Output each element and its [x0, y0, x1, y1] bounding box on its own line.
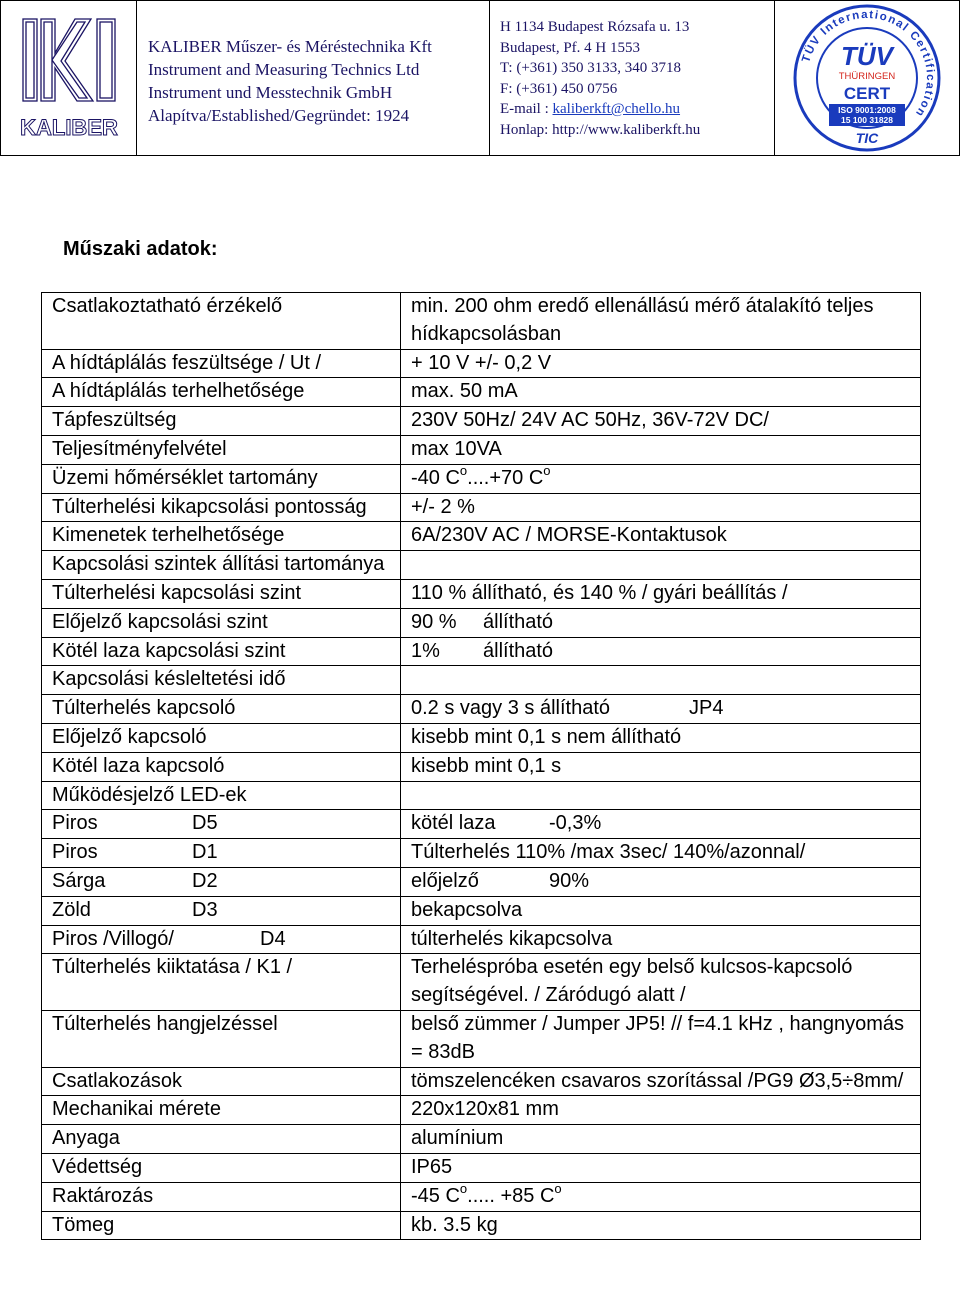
spec-value: +/- 2 % [401, 493, 921, 522]
led-label [42, 810, 401, 839]
value-part: 0.2 s vagy 3 s állítható [411, 697, 611, 720]
value-part: 90 % [411, 610, 457, 633]
spec-label: Csatlakozások [42, 1067, 401, 1096]
value-part: -0,3% [549, 812, 602, 835]
led-label [42, 867, 401, 896]
spec-label: Tápfeszültség [42, 407, 401, 436]
spec-value: Terheléspróba esetén egy belső kulcsos-kapcsoló segítségével. / Záródugó alatt / [401, 954, 921, 1011]
temp-max: ....+70 C [467, 466, 544, 489]
spec-label: Túlterhelési kikapcsolási pontosság [42, 493, 401, 522]
seal-ring-text: TÜV International Certification [800, 8, 937, 120]
spec-value: tömszelencéken csavaros szorítással /PG9 Ø3,5÷8mm/ [401, 1067, 921, 1096]
table-row [42, 1125, 921, 1154]
spec-value [401, 1182, 921, 1211]
led-color: Sárga [52, 869, 106, 892]
spec-label: Üzemi hőmérséklet tartomány [42, 464, 401, 493]
table-row [42, 464, 921, 493]
company-name-hu: KALIBER Műszer- és Méréstechnika Kft [148, 37, 432, 56]
spec-value: 6A/230V AC / MORSE-Kontaktusok [401, 522, 921, 551]
value-part: 90% [549, 869, 590, 892]
address-line-1: H 1134 Budapest Rózsafa u. 13 [500, 19, 690, 35]
spec-value [401, 810, 921, 839]
letterhead [0, 0, 960, 156]
spec-label: A hídtáplálás feszültsége / Ut / [42, 349, 401, 378]
led-id: D2 [192, 869, 218, 892]
company-founded: Alapítva/Established/Gegründet: 1924 [148, 106, 410, 125]
spec-value: belső zümmer / Jumper JP5! // f=4.1 kHz , hangnyomás = 83dB [401, 1010, 921, 1067]
table-row [42, 349, 921, 378]
table-row [42, 293, 921, 350]
table-row [42, 378, 921, 407]
table-row [42, 666, 921, 695]
seal-cert-label: CERT [843, 84, 891, 103]
table-row [42, 839, 921, 868]
spec-value: kisebb mint 0,1 s nem állítható [401, 723, 921, 752]
spec-label: Előjelző kapcsolási szint [42, 608, 401, 637]
led-color: Zöld [52, 898, 91, 921]
led-id: D1 [192, 841, 218, 864]
kaliber-logo-icon [17, 13, 121, 143]
spec-label: Anyaga [42, 1125, 401, 1154]
spec-value [401, 551, 921, 580]
phone-line: T: (+361) 350 3133, 340 3718 [500, 60, 682, 76]
table-row [42, 810, 921, 839]
seal-cert-number: 15 100 31828 [841, 115, 893, 125]
company-name-de: Instrument und Messtechnik GmbH [148, 83, 393, 102]
led-color: Piros /Villogó/ [52, 927, 174, 950]
spec-label: Kapcsolási késleltetési idő [42, 666, 401, 695]
value-part: kötél laza [411, 812, 496, 835]
value-part: 1% [411, 639, 440, 662]
spec-value [401, 464, 921, 493]
email-prefix: E-mail : [500, 101, 553, 117]
contact-block [490, 1, 775, 155]
spec-label: Túlterhelés hangjelzéssel [42, 1010, 401, 1067]
led-label [42, 925, 401, 954]
spec-label: Kötél laza kapcsolási szint [42, 637, 401, 666]
value-part: előjelző [411, 869, 479, 892]
spec-value: túlterhelés kikapcsolva [401, 925, 921, 954]
led-label [42, 896, 401, 925]
spec-value: kisebb mint 0,1 s [401, 752, 921, 781]
spec-label: A hídtáplálás terhelhetősége [42, 378, 401, 407]
table-row [42, 1211, 921, 1240]
spec-value: 230V 50Hz/ 24V AC 50Hz, 36V-72V DC/ [401, 407, 921, 436]
degree-mark: o [543, 463, 551, 479]
spec-value [401, 781, 921, 810]
spec-value [401, 637, 921, 666]
temp-max: ..... +85 C [467, 1184, 555, 1207]
table-row [42, 723, 921, 752]
led-id: D3 [192, 898, 218, 921]
led-label [42, 839, 401, 868]
table-row [42, 608, 921, 637]
spec-value: max. 50 mA [401, 378, 921, 407]
led-id: D4 [260, 927, 286, 950]
table-row [42, 781, 921, 810]
company-names [137, 1, 490, 155]
spec-label: Túlterhelési kapcsolási szint [42, 579, 401, 608]
spec-label: Kötél laza kapcsoló [42, 752, 401, 781]
spec-value: min. 200 ohm eredő ellenállású mérő átalakító teljes hídkapcsolásban [401, 293, 921, 350]
table-row [42, 522, 921, 551]
spec-label: Csatlakoztatható érzékelő [42, 293, 401, 350]
spec-label: Működésjelző LED-ek [42, 781, 401, 810]
spec-label: Kimenetek terhelhetősége [42, 522, 401, 551]
table-row [42, 896, 921, 925]
spec-value [401, 695, 921, 724]
table-row [42, 1182, 921, 1211]
table-row [42, 551, 921, 580]
website-line[interactable]: Honlap: http://www.kaliberkft.hu [500, 121, 701, 138]
spec-label: Kapcsolási szintek állítási tartománya [42, 551, 401, 580]
spec-value [401, 867, 921, 896]
certification-seal [775, 1, 959, 155]
spec-label: Tömeg [42, 1211, 401, 1240]
company-name-en: Instrument and Measuring Technics Ltd [148, 60, 420, 79]
spec-label: Teljesítményfelvétel [42, 435, 401, 464]
table-row [42, 493, 921, 522]
value-part: állítható [483, 639, 554, 662]
table-row [42, 1067, 921, 1096]
seal-tic: TIC [855, 130, 879, 146]
email-line [500, 99, 774, 120]
table-row [42, 1096, 921, 1125]
spec-value: kb. 3.5 kg [401, 1211, 921, 1240]
seal-region: THÜRINGEN [838, 71, 896, 82]
temp-min: -45 C [411, 1184, 460, 1207]
address-line-2: Budapest, Pf. 4 H 1553 [500, 39, 640, 56]
value-part: JP4 [689, 697, 724, 720]
spec-value: IP65 [401, 1153, 921, 1182]
spec-value [401, 608, 921, 637]
spec-value: Túlterhelés 110% /max 3sec/ 140%/azonnal/ [401, 839, 921, 868]
section-title: Műszaki adatok: [63, 238, 218, 260]
seal-brand: TÜV [841, 41, 893, 71]
degree-mark: o [554, 1181, 562, 1197]
spec-value: bekapcsolva [401, 896, 921, 925]
seal-iso: ISO 9001:2008 [838, 105, 896, 115]
value-part: állítható [483, 610, 554, 633]
spec-value: 220x120x81 mm [401, 1096, 921, 1125]
degree-mark: o [459, 1181, 468, 1197]
company-logo [1, 1, 137, 155]
email-link[interactable]: kaliberkft@chello.hu [552, 101, 681, 117]
spec-value: 110 % állítható, és 140 % / gyári beállítás / [401, 579, 921, 608]
spec-value [401, 666, 921, 695]
spec-label: Túlterhelés kiiktatása / K1 / [42, 954, 401, 1011]
table-row [42, 925, 921, 954]
spec-label: Védettség [42, 1153, 401, 1182]
table-row [42, 579, 921, 608]
table-row [42, 435, 921, 464]
led-color: Piros [52, 841, 98, 864]
table-row [42, 637, 921, 666]
table-row [42, 695, 921, 724]
spec-label: Túlterhelés kapcsoló [42, 695, 401, 724]
spec-label: Mechanikai mérete [42, 1096, 401, 1125]
table-row [42, 867, 921, 896]
spec-label: Előjelző kapcsoló [42, 723, 401, 752]
fax-line: F: (+361) 450 0756 [500, 80, 618, 97]
table-row [42, 752, 921, 781]
led-color: Piros [52, 812, 98, 835]
led-id: D5 [192, 812, 218, 835]
table-row [42, 1010, 921, 1067]
table-row [42, 1153, 921, 1182]
spec-value: alumínium [401, 1125, 921, 1154]
spec-value: + 10 V +/- 0,2 V [401, 349, 921, 378]
table-row [42, 407, 921, 436]
degree-mark: o [459, 463, 468, 479]
temp-min: -40 C [411, 466, 460, 489]
spec-label: Raktározás [42, 1182, 401, 1211]
tuv-cert-seal-icon [792, 3, 942, 153]
spec-value: max 10VA [401, 435, 921, 464]
spec-table [41, 292, 921, 1240]
table-row [42, 954, 921, 1011]
logo-text: KALIBER [19, 115, 118, 140]
